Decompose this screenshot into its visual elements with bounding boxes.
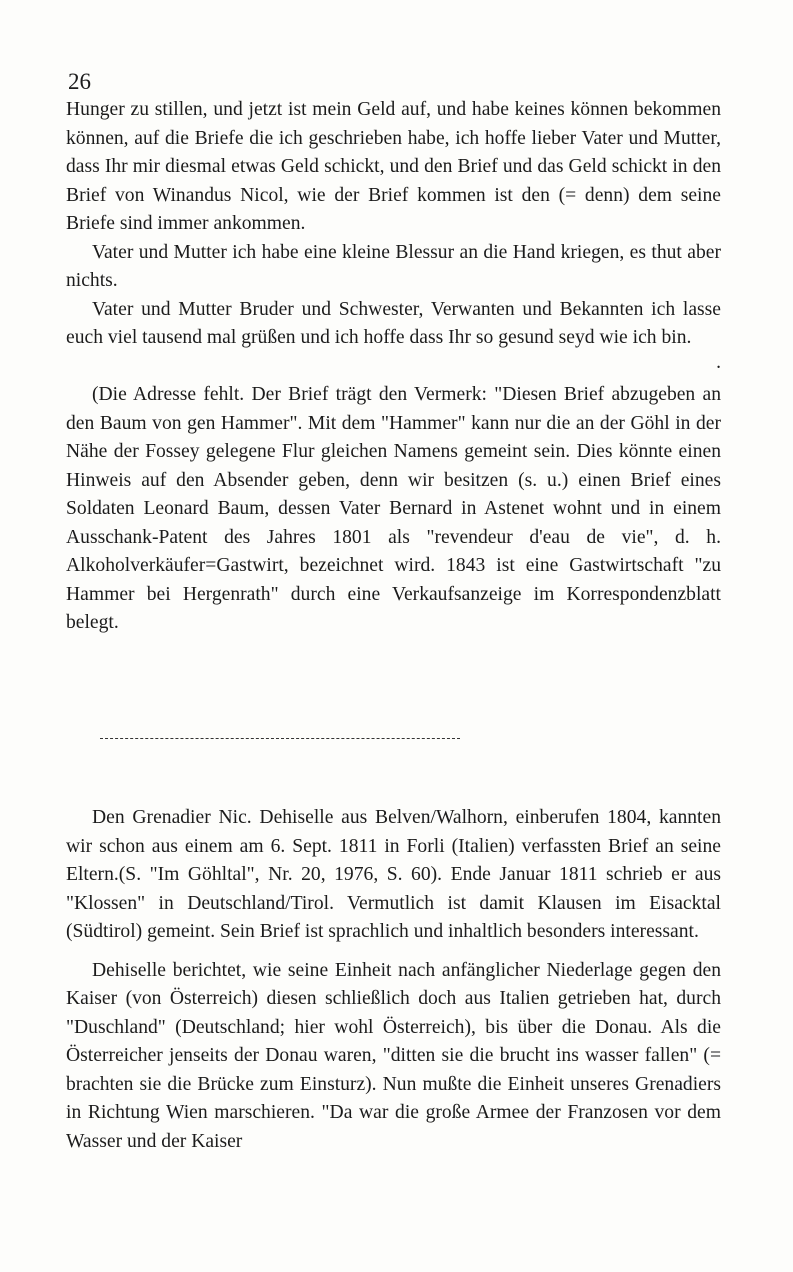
paragraph-letter-continuation: Hunger zu stillen, und jetzt ist mein Geld auf, und habe keines können bekommen können, auf die Briefe die ich geschrieben habe, ich hoffe lieber Vater und Mutter, dass Ihr mir diesmal etwas Geld schickt, und den Brief und das Geld schickt in den Brief von Winandus Nicol, wie der Brief kommen ist den (= denn) dem seine Briefe sind immer ankommen. (66, 99, 721, 234)
page-number: 26 (68, 69, 91, 94)
paragraph-grenadier-intro: Den Grenadier Nic. Dehiselle aus Belven/Walhorn, einberufen 1804, kannten wir schon aus einem am 6. Sept. 1811 in Forli (Italien) verfassten Brief an seine Eltern.(S. "Im Göhltal", Nr. 20, 1976, S. 60). Ende Januar 1811 schrieb er aus "Klossen" in Deutschland/Tirol. Vermutlich ist damit Klausen im Eisacktal (Südtirol) gemeint. Sein Brief ist sprachlich und inhaltlich besonders interessant. (66, 807, 721, 942)
paragraph-blessur: Vater und Mutter ich habe eine kleine Blessur an die Hand kriegen, es thut aber nichts. (66, 241, 721, 291)
section-divider (100, 738, 460, 739)
paragraph-address-note: (Die Adresse fehlt. Der Brief trägt den Vermerk: "Diesen Brief abzugeben an den Baum von gen Hammer". Mit dem "Hammer" kann nur die an der Göhl in der Nähe der Fossey gelegene Flur gleichen Namens gemeint sein. Dies könnte einen Hinweis auf den Absender geben, denn wir besitzen (s. u.) einen Brief eines Soldaten Leonard Baum, dessen Vater Bernard in Astenet wohnt und in einem Ausschank-Patent des Jahres 1801 als "revendeur d'eau de vie", d. h. Alkoholverkäufer=Gastwirt, bezeichnet wird. 1843 ist eine Gastwirtschaft "zu Hammer bei Hergenrath" durch eine Verkaufsanzeige im Korrespondenzblatt belegt. (66, 384, 721, 633)
upper-text-block (66, 96, 721, 638)
lower-text-block (66, 804, 721, 1156)
separator-dot: . (716, 351, 721, 373)
paragraph-greetings: Vater und Mutter Bruder und Schwester, Verwanten und Bekannten ich lasse euch viel tausend mal grüßen und ich hoffe dass Ihr so gesund seyd wie ich bin. (66, 298, 721, 348)
paragraph-dehiselle-report: Dehiselle berichtet, wie seine Einheit nach anfänglicher Niederlage gegen den Kaiser (von Österreich) diesen schließlich doch aus Italien getrieben hat, durch "Duschland" (Deutschland; hier wohl Österreich), bis über die Donau. Als die Österreicher jenseits der Donau waren, "ditten sie die brucht ins wasser fallen" (= brachten sie die Brücke zum Einsturz). Nun mußte die Einheit unseres Grenadiers in Richtung Wien marschieren. "Da war die große Armee der Franzosen vor dem Wasser und der Kaiser (66, 959, 721, 1152)
